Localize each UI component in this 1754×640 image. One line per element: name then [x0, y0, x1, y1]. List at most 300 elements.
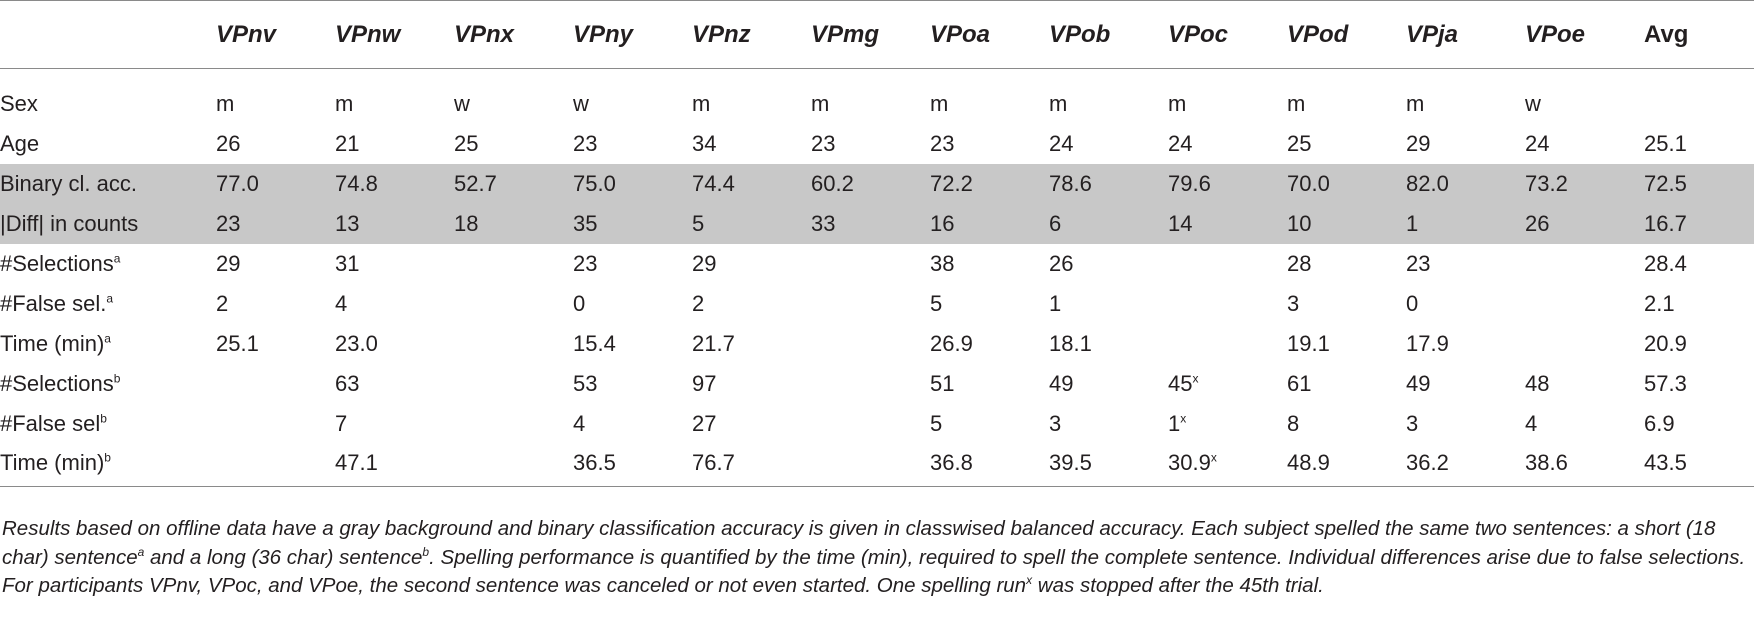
table-cell: [1168, 324, 1287, 364]
table-cell: [1168, 444, 1287, 487]
cell-value: 36.5: [573, 449, 616, 475]
table-cell: [216, 164, 335, 204]
table-cell: [692, 124, 811, 164]
table-cell: [811, 324, 930, 364]
cell-value: 77.0: [216, 170, 259, 196]
table-cell: [1168, 164, 1287, 204]
table-cell: [335, 404, 454, 444]
cell-value: 4: [573, 410, 586, 436]
table-cell: [454, 364, 573, 404]
table-cell: [1049, 124, 1168, 164]
cell-value: 21.7: [692, 330, 735, 356]
cell-value: 4: [1525, 410, 1538, 436]
table-cell: [692, 69, 811, 124]
cell-value: 25.1: [1644, 130, 1687, 156]
cell-value: 70.0: [1287, 170, 1330, 196]
cell-value: 82.0: [1406, 170, 1449, 196]
header-cell-blank: [0, 1, 216, 69]
table-cell: [1525, 404, 1644, 444]
cell-value: 43.5: [1644, 449, 1687, 475]
row-label: [0, 204, 216, 244]
cell-value: 36.2: [1406, 449, 1449, 475]
table-cell: [216, 364, 335, 404]
cell-footnote: x: [1180, 411, 1187, 426]
cell-value: 3: [1049, 410, 1062, 436]
cell-value: 25: [1287, 130, 1312, 156]
table-cell: [1525, 69, 1644, 124]
table-cell: [1644, 204, 1754, 244]
row-label-footnote: b: [104, 450, 111, 465]
cell-value: 47.1: [335, 449, 378, 475]
table-cell: [1406, 164, 1525, 204]
cell-value: 29: [1406, 130, 1431, 156]
cell-value: 52.7: [454, 170, 497, 196]
cell-value: m: [1287, 91, 1306, 117]
table-cell: [573, 244, 692, 284]
cell-value: 48.9: [1287, 449, 1330, 475]
table-body: [0, 69, 1754, 487]
cell-value: 72.2: [930, 170, 973, 196]
table-cell: [216, 69, 335, 124]
cell-value: 73.2: [1525, 170, 1568, 196]
table-cell: [1049, 164, 1168, 204]
cell-value: m: [930, 91, 949, 117]
table-cell: [573, 284, 692, 324]
table-cell: [930, 204, 1049, 244]
cell-value: 27: [692, 410, 717, 436]
cell-value: 39.5: [1049, 449, 1092, 475]
cell-value: 14: [1168, 210, 1193, 236]
cell-value: 48: [1525, 370, 1550, 396]
cell-value: 24: [1168, 130, 1193, 156]
table-cell: [930, 124, 1049, 164]
row-label: [0, 324, 216, 364]
table-cell: [1644, 164, 1754, 204]
cell-value: 78.6: [1049, 170, 1092, 196]
table-cell: [1049, 444, 1168, 487]
cell-value: 75.0: [573, 170, 616, 196]
header-cell-vpja: VPja: [1406, 1, 1525, 69]
cell-value: 26: [216, 130, 241, 156]
cell-value: 2: [692, 290, 705, 316]
cell-value: 4: [335, 290, 348, 316]
table-row: [0, 324, 1754, 364]
cell-value: 20.9: [1644, 330, 1687, 356]
cell-value: 23: [1406, 250, 1431, 276]
table-cell: [216, 204, 335, 244]
table-cell: [1168, 364, 1287, 404]
row-label-text: Time (min): [0, 449, 105, 475]
table-cell: [1406, 124, 1525, 164]
table-row: [0, 69, 1754, 124]
cell-value: 35: [573, 210, 598, 236]
cell-value: m: [811, 91, 830, 117]
row-label-text: #Selections: [0, 250, 114, 276]
header-cell-vpoc: VPoc: [1168, 1, 1287, 69]
table-cell: [1406, 284, 1525, 324]
table-cell: [811, 284, 930, 324]
cell-value: 23: [573, 250, 598, 276]
row-label: [0, 444, 216, 487]
cell-value: 0: [573, 290, 586, 316]
cell-value: 38: [930, 250, 955, 276]
table-cell: [1525, 284, 1644, 324]
table-cell: [216, 444, 335, 487]
cell-value: 23: [930, 130, 955, 156]
table-cell: [1287, 244, 1406, 284]
header-cell-vpnv: VPnv: [216, 1, 335, 69]
cell-value: 6: [1049, 210, 1062, 236]
table-cell: [930, 324, 1049, 364]
cell-value: 74.8: [335, 170, 378, 196]
table-cell: [1525, 444, 1644, 487]
table-cell: [1287, 324, 1406, 364]
table-cell: [1049, 69, 1168, 124]
table-cell: [930, 364, 1049, 404]
header-cell-vpnw: VPnw: [335, 1, 454, 69]
table-cell: [692, 324, 811, 364]
cell-value: 31: [335, 250, 360, 276]
cell-value: 23: [216, 210, 241, 236]
table-cell: [692, 364, 811, 404]
cell-value: 24: [1049, 130, 1074, 156]
table-cell: [335, 324, 454, 364]
header-cell-vpnz: VPnz: [692, 1, 811, 69]
row-label: [0, 284, 216, 324]
table-cell: [1287, 284, 1406, 324]
cell-value: 72.5: [1644, 170, 1687, 196]
table-cell: [1049, 284, 1168, 324]
table-cell: [692, 284, 811, 324]
row-label: [0, 164, 216, 204]
table-cell: [1644, 69, 1754, 124]
table-cell: [811, 404, 930, 444]
table-cell: [573, 124, 692, 164]
table-cell: [930, 244, 1049, 284]
table-cell: [1525, 164, 1644, 204]
table-header: [0, 1, 1754, 69]
caption-footnote-a: a: [137, 544, 145, 559]
table-cell: [1644, 364, 1754, 404]
table-cell: [1287, 69, 1406, 124]
header-cell-vpod: VPod: [1287, 1, 1406, 69]
table-cell: [1287, 444, 1406, 487]
row-label-footnote: a: [106, 291, 114, 306]
cell-value: 13: [335, 210, 360, 236]
table-cell: [335, 204, 454, 244]
table-cell: [216, 284, 335, 324]
table-cell: [930, 69, 1049, 124]
table-cell: [454, 204, 573, 244]
cell-value: 8: [1287, 410, 1300, 436]
cell-value: w: [454, 91, 470, 117]
table-cell: [1644, 124, 1754, 164]
cell-value: 74.4: [692, 170, 735, 196]
cell-value: w: [1525, 91, 1541, 117]
table-cell: [1525, 124, 1644, 164]
table-cell: [1168, 124, 1287, 164]
table-cell: [811, 69, 930, 124]
table-cell: [335, 244, 454, 284]
caption-text-1: Results based on offline data have a gray background and binary classification accuracy is given in classwised balanced accuracy. Each subject spelled the same two sentences: a short (18 char) sentence: [2, 517, 1716, 569]
cell-value: 1: [1049, 290, 1062, 316]
cell-value: w: [573, 91, 589, 117]
cell-value: 5: [930, 290, 943, 316]
table-cell: [335, 284, 454, 324]
table-cell: [930, 444, 1049, 487]
table-cell: [811, 164, 930, 204]
table-cell: [573, 364, 692, 404]
table-cell: [1406, 404, 1525, 444]
cell-value: 97: [692, 370, 717, 396]
table-cell: [1049, 204, 1168, 244]
cell-value: 79.6: [1168, 170, 1211, 196]
cell-value: 26: [1049, 250, 1074, 276]
table-cell: [573, 204, 692, 244]
table-cell: [692, 244, 811, 284]
cell-footnote: x: [1210, 450, 1217, 465]
table-cell: [573, 69, 692, 124]
table-cell: [573, 164, 692, 204]
cell-value: 49: [1406, 370, 1431, 396]
cell-value: 16: [930, 210, 955, 236]
row-label-footnote: b: [113, 371, 121, 386]
table-cell: [692, 204, 811, 244]
caption-text-3: . Spelling performance is quantified by the time (min), required to spell the complete sentence. Individual differences arise due to false selections. For participants VPnv, VPoc, and VPoe, the second sentence was canceled or not even started. One spelling run: [2, 545, 1746, 597]
table-cell: [1525, 324, 1644, 364]
table-cell: [930, 404, 1049, 444]
table-cell: [1644, 324, 1754, 364]
cell-value: 36.8: [930, 449, 973, 475]
cell-value: 7: [335, 410, 348, 436]
table-cell: [1168, 244, 1287, 284]
caption-footnote-b: b: [422, 544, 430, 559]
cell-value: 17.9: [1406, 330, 1449, 356]
row-label: [0, 124, 216, 164]
cell-value: m: [1049, 91, 1068, 117]
table-row: [0, 404, 1754, 444]
table-cell: [1525, 204, 1644, 244]
cell-footnote: x: [1192, 371, 1199, 386]
table-cell: [1525, 244, 1644, 284]
table-cell: [1406, 364, 1525, 404]
table-cell: [1644, 404, 1754, 444]
cell-value: 29: [216, 250, 241, 276]
table-cell: [454, 244, 573, 284]
row-label-text: |Diff| in counts: [0, 210, 139, 236]
row-label-footnote: a: [113, 251, 121, 266]
table-cell: [335, 124, 454, 164]
table-cell: [454, 164, 573, 204]
table-cell: [692, 404, 811, 444]
table-cell: [1406, 69, 1525, 124]
header-cell-vpoa: VPoa: [930, 1, 1049, 69]
header-cell-vpoe: VPoe: [1525, 1, 1644, 69]
table-cell: [573, 444, 692, 487]
cell-value: 0: [1406, 290, 1419, 316]
cell-value: 18: [454, 210, 479, 236]
table-cell: [573, 324, 692, 364]
cell-value: 30.9: [1168, 449, 1211, 475]
table-cell: [216, 244, 335, 284]
cell-value: 25.1: [216, 330, 259, 356]
cell-value: 51: [930, 370, 955, 396]
table-cell: [335, 164, 454, 204]
cell-value: 3: [1287, 290, 1300, 316]
table-cell: [454, 444, 573, 487]
cell-value: 60.2: [811, 170, 854, 196]
table-cell: [1168, 284, 1287, 324]
table-cell: [335, 444, 454, 487]
header-cell-vpob: VPob: [1049, 1, 1168, 69]
row-label-text: #Selections: [0, 370, 114, 396]
table-cell: [1049, 364, 1168, 404]
cell-value: 45: [1168, 370, 1193, 396]
table-cell: [1644, 444, 1754, 487]
table-cell: [930, 164, 1049, 204]
table-cell: [692, 164, 811, 204]
cell-value: 33: [811, 210, 836, 236]
cell-value: m: [1406, 91, 1425, 117]
cell-value: 28.4: [1644, 250, 1687, 276]
table-caption: [2, 515, 1752, 601]
table-cell: [1406, 204, 1525, 244]
cell-value: 2: [216, 290, 229, 316]
cell-value: 49: [1049, 370, 1074, 396]
cell-value: 38.6: [1525, 449, 1568, 475]
table-cell: [454, 284, 573, 324]
cell-value: 26.9: [930, 330, 973, 356]
row-label-text: Time (min): [0, 330, 105, 356]
table-cell: [1406, 444, 1525, 487]
table-row: [0, 124, 1754, 164]
caption-text-4: was stopped after the 45th trial.: [1032, 574, 1324, 597]
row-label-text: Sex: [0, 91, 38, 117]
cell-value: 29: [692, 250, 717, 276]
cell-value: 53: [573, 370, 598, 396]
table-cell: [454, 404, 573, 444]
cell-value: 16.7: [1644, 210, 1687, 236]
table-cell: [1406, 324, 1525, 364]
table-cell: [1287, 204, 1406, 244]
caption-text-2: and a long (36 char) sentence: [144, 545, 423, 569]
cell-value: 57.3: [1644, 370, 1687, 396]
table-cell: [335, 69, 454, 124]
table-cell: [692, 444, 811, 487]
table-cell: [1168, 404, 1287, 444]
table-row: [0, 244, 1754, 284]
header-row: [0, 1, 1754, 69]
header-cell-vpnx: VPnx: [454, 1, 573, 69]
row-label-text: #False sel.: [0, 290, 107, 316]
cell-value: 63: [335, 370, 360, 396]
cell-value: 21: [335, 130, 360, 156]
cell-value: m: [692, 91, 711, 117]
cell-value: 34: [692, 130, 717, 156]
cell-value: 1: [1168, 410, 1181, 436]
table-cell: [216, 324, 335, 364]
table-cell: [1049, 324, 1168, 364]
table-cell: [454, 124, 573, 164]
table-cell: [1168, 69, 1287, 124]
cell-value: 3: [1406, 410, 1419, 436]
table-cell: [1049, 404, 1168, 444]
cell-value: 25: [454, 130, 479, 156]
table-cell: [1287, 364, 1406, 404]
table-cell: [1168, 204, 1287, 244]
table-cell: [811, 124, 930, 164]
table-cell: [1644, 284, 1754, 324]
cell-value: 5: [692, 210, 705, 236]
cell-value: 19.1: [1287, 330, 1330, 356]
cell-value: m: [1168, 91, 1187, 117]
cell-value: 26: [1525, 210, 1550, 236]
cell-value: 28: [1287, 250, 1312, 276]
cell-value: m: [216, 91, 235, 117]
table-cell: [1644, 244, 1754, 284]
table-row: [0, 444, 1754, 487]
table-row: [0, 284, 1754, 324]
table-cell: [811, 244, 930, 284]
table-cell: [573, 404, 692, 444]
header-cell-avg: Avg: [1644, 1, 1754, 69]
header-cell-vpny: VPny: [573, 1, 692, 69]
table-cell: [1287, 164, 1406, 204]
row-label-text: Binary cl. acc.: [0, 170, 137, 196]
row-label-text: Age: [0, 130, 40, 156]
cell-value: 23: [811, 130, 836, 156]
row-label-text: #False sel: [0, 410, 101, 436]
row-label-footnote: b: [100, 411, 107, 426]
cell-value: 18.1: [1049, 330, 1092, 356]
table-cell: [216, 124, 335, 164]
row-label: [0, 69, 216, 124]
cell-value: 76.7: [692, 449, 735, 475]
table-cell: [1525, 364, 1644, 404]
table-cell: [1287, 124, 1406, 164]
table-cell: [216, 404, 335, 444]
table-cell: [1406, 244, 1525, 284]
table-row: [0, 364, 1754, 404]
caption-footnote-x: x: [1026, 573, 1033, 588]
table-cell: [335, 364, 454, 404]
cell-value: 1: [1406, 210, 1419, 236]
cell-value: 61: [1287, 370, 1312, 396]
row-label-footnote: a: [104, 331, 111, 346]
row-label: [0, 364, 216, 404]
table-cell: [1049, 244, 1168, 284]
table-row: [0, 164, 1754, 204]
table-row: [0, 204, 1754, 244]
cell-value: 24: [1525, 130, 1550, 156]
cell-value: 23: [573, 130, 598, 156]
table-cell: [811, 444, 930, 487]
cell-value: m: [335, 91, 354, 117]
header-cell-vpmg: VPmg: [811, 1, 930, 69]
row-label: [0, 404, 216, 444]
row-label: [0, 244, 216, 284]
table-cell: [454, 69, 573, 124]
table-cell: [811, 204, 930, 244]
table-cell: [454, 324, 573, 364]
cell-value: 6.9: [1644, 410, 1675, 436]
table-cell: [930, 284, 1049, 324]
cell-value: 5: [930, 410, 943, 436]
table-cell: [811, 364, 930, 404]
table-cell: [1287, 404, 1406, 444]
cell-value: 10: [1287, 210, 1312, 236]
cell-value: 15.4: [573, 330, 616, 356]
